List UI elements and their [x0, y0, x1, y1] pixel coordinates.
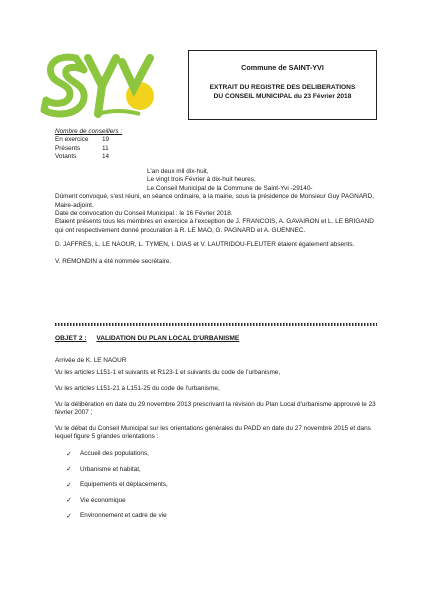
vu-item: Vu la délibération en date du 29 novembre 2013 prescrivant la révision du Plan Local d'urbanisme approuvé le 23 février 2007 ;: [55, 401, 376, 417]
orientations-list: [66, 446, 168, 524]
logo-swash: [98, 111, 140, 114]
checkmark-icon: ✓: [66, 466, 72, 474]
orientation-label: Accueil des populations,: [80, 450, 149, 458]
intro-paragraph: D. JAFFRES, L. LE NAOUR, L. TYMEN, I. DIAS et V. LAUTRIDOU-FLEUTER étaient également absents.: [55, 241, 355, 249]
arrivee-note: Arrivée de K. LE NAOUR: [55, 357, 127, 364]
intro-line: Le vingt trois Février à dix-huit heures,: [147, 176, 256, 184]
saint-yvi-logo: [40, 48, 166, 126]
count-label: Votants: [55, 153, 77, 161]
count-row-exercice: [55, 136, 122, 144]
orientation-label: Urbanisme et habitat,: [80, 465, 141, 473]
extrait-line-1: EXTRAIT DU REGISTRE DES DELIBERATIONS: [209, 84, 356, 91]
checkmark-icon: ✓: [66, 481, 72, 489]
list-item: [66, 508, 168, 524]
orientation-label: Equipements et déplacements,: [80, 481, 168, 489]
count-row-presents: [55, 145, 122, 153]
intro-paragraph: Etaient présents tous les membres en exercice à l'exception de J. FRANCOIS, A. GAVAIRON et L. LE BRIGAND qui ont respectivement donné procuration à R. LE MAO, G. PAGNARD et A. GUENNEC.: [55, 218, 374, 234]
list-item: [66, 493, 168, 509]
header-box: [188, 50, 377, 120]
objet-title: VALIDATION DU PLAN LOCAL D'URBANISME: [96, 335, 240, 342]
orientation-label: Vie économique: [80, 496, 126, 504]
logo-letter-s: [44, 57, 84, 114]
checkmark-icon: ✓: [66, 497, 72, 505]
extrait-title: [193, 83, 372, 101]
count-value: 14: [102, 153, 110, 161]
objet-prefix: OBJET 2 :: [55, 335, 87, 342]
list-item: [66, 446, 168, 462]
intro-paragraph: Date de convocation du Conseil Municipal : le 16 Février 2018.: [55, 210, 233, 218]
intro-paragraph: V. REMONDIN a été nommée secrétaire.: [55, 257, 172, 265]
intro-line: Le Conseil Municipal de la Commune de Saint-Yvi -29140-: [147, 184, 313, 192]
vu-item: Vu le débat du Conseil Municipal sur les orientations générales du PADD en date du 27 novembre 2015 et dans lequel figure 5 grandes orientations :: [55, 425, 371, 441]
commune-name: Commune de SAINT-YVI: [241, 63, 324, 72]
vu-item: Vu les articles L151-1 et suivants et R123-1 et suivants du code de l'urbanisme,: [55, 369, 281, 376]
dotted-separator: [55, 323, 377, 326]
objet-heading: [55, 335, 239, 342]
checkmark-icon: ✓: [66, 512, 72, 520]
count-label: Présents: [55, 144, 81, 152]
count-label: En exercice: [55, 136, 89, 144]
vu-item: Vu les articles L151-21 à L151-25 du code de l'urbanisme,: [55, 385, 220, 392]
count-value: 11: [102, 144, 109, 152]
list-item: [66, 477, 168, 493]
council-counts: [55, 128, 122, 162]
counts-title: Nombre de conseillers :: [55, 128, 123, 135]
count-row-votants: [55, 153, 122, 161]
orientation-label: Environnement et cadre de vie: [80, 512, 167, 520]
extrait-line-2: DU CONSEIL MUNICIPAL du 23 Février 2018: [213, 93, 352, 100]
deliberation-intro: [55, 168, 380, 266]
count-value: 19: [102, 136, 110, 144]
list-item: [66, 462, 168, 478]
intro-paragraph: Dûment convoqué, s'est réuni, en séance ordinaire, à la mairie, sous la présidence de Monsieur Guy PAGNARD, Maire-adjoint.: [55, 193, 375, 209]
intro-line: L'an deux mil dix-huit,: [147, 168, 209, 175]
checkmark-icon: ✓: [66, 450, 72, 458]
logo-letter-y: [88, 58, 116, 114]
